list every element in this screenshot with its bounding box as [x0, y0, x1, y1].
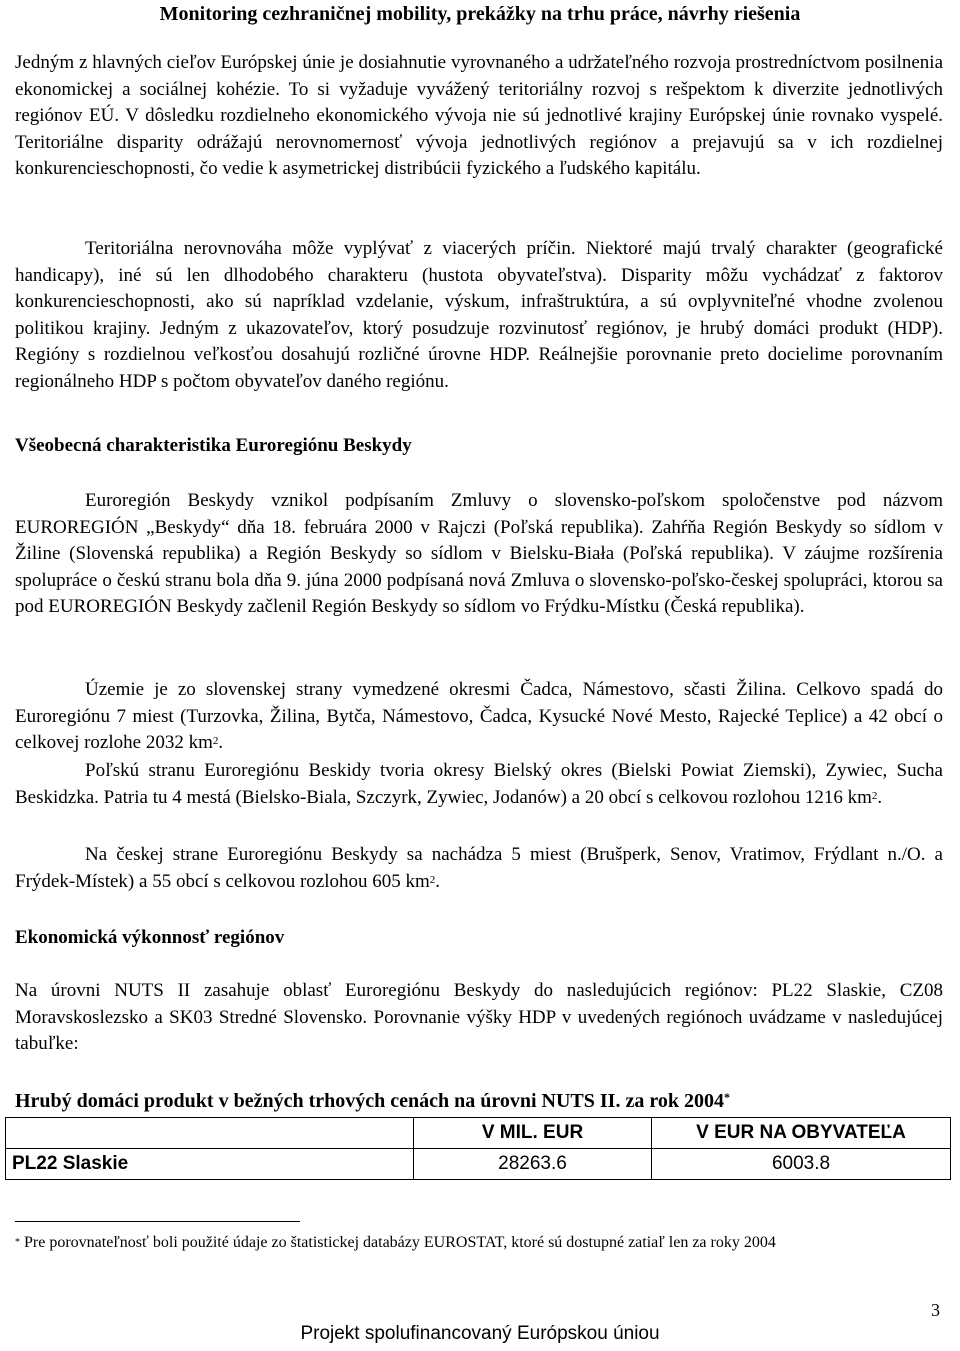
euroregion-paragraph-4 [15, 842, 943, 895]
table-title-text: Hrubý domáci produkt v bežných trhových cenách na úrovni NUTS II. za rok 2004 [15, 1090, 724, 1112]
page-footer: Projekt spolufinancovaný Európskou úniou [300, 1323, 660, 1344]
section-heading-economic: Ekonomická výkonnosť regiónov [15, 927, 285, 948]
footnote-mark: * [723, 1090, 730, 1104]
table-cell-eur-per-capita: 6003.8 [652, 1149, 951, 1180]
period: . [877, 786, 883, 808]
table-row [6, 1149, 951, 1180]
page-header-title: Monitoring cezhraničnej mobility, prekážky na trhu práce, návrhy riešenia [159, 3, 801, 25]
period: . [218, 732, 224, 754]
euroregion-paragraph-2 [15, 677, 943, 757]
section-heading-euroregion: Všeobecná charakteristika Euroregiónu Beskydy [15, 435, 412, 456]
table-cell-mil-eur: 28263.6 [414, 1149, 652, 1180]
table-header-eur-per-capita: V EUR NA OBYVATEĽA [652, 1118, 951, 1149]
euroregion-paragraph-1: Euroregión Beskydy vznikol podpísaním Zmluvy o slovensko-poľskom spoločenstve pod názvom EUROREGIÓN „Beskydy“ dňa 18. februára 2000 v Rajczi (Poľská republika). Zahŕňa Región Beskydy so sídlom v Žiline (Slovenská republika) a Región Beskydy so sídlom v Bielsku-Biała (Poľská republika). V záujme rozšírenia spolupráce o českú stranu bola dňa 9. júna 2000 podpísaná nová Zmluva o slovensko-poľsko-českej spolupráci, ktorou sa pod EUROREGIÓN Beskydy začlenil Región Beskydy so sídlom vo Frýdku-Místku (Česká republika). [15, 490, 943, 618]
table-header-empty [6, 1118, 414, 1149]
intro-paragraph-2: Teritoriálna nerovnováha môže vyplývať z viacerých príčin. Niektoré majú trvalý charakter (geografické handicapy), iné sú len dlhodobého charakteru (hustota obyvateľstva). Disparity môžu vychádzať z faktorov konkurencieschopnosti, ako sú napríklad vzdelanie, výskum, infraštruktúra, a sú ovplyvniteľné vhodne zvolenou politikou krajiny. Jedným z ukazovateľov, ktorý posudzuje rozvinutosť regiónov, je hrubý domáci produkt (HDP). Regióny s rozdielnou veľkosťou dosahujú rozličné úrovne HDP. Reálnejšie porovnanie preto docielime porovnaním regionálneho HDP s počtom obyvateľov daného regiónu. [15, 238, 943, 392]
table-header-mil-eur: V MIL. EUR [414, 1118, 652, 1149]
superscript: 2 [212, 735, 219, 748]
footnote-separator [15, 1221, 300, 1222]
footnote [15, 1232, 935, 1254]
economic-paragraph-1: Na úrovni NUTS II zasahuje oblasť Euroregiónu Beskydy do nasledujúcich regiónov: PL22 Slaskie, CZ08 Moravskoslezsko a SK03 Stredné Slovensko. Porovnanie výšky HDP v uvedených regiónoch uvádzame v nasledujúcej tabuľke: [15, 980, 943, 1055]
table-header-row [6, 1118, 951, 1149]
euroregion-paragraph-4-text: Na českej strane Euroregiónu Beskydy sa nachádza 5 miest (Brušperk, Senov, Vratimov, Frýdlant n./O. a Frýdek-Místek) a 55 obcí s celkovou rozlohou 605 km [15, 844, 943, 892]
gdp-table [5, 1117, 951, 1180]
footnote-mark: * [15, 1237, 20, 1248]
euroregion-paragraph-3 [15, 758, 943, 811]
superscript: 2 [871, 789, 878, 802]
page-number: 3 [931, 1300, 940, 1320]
table-cell-region: PL22 Slaskie [6, 1149, 414, 1180]
euroregion-paragraph-3-text: Poľskú stranu Euroregiónu Beskidy tvoria okresy Bielský okres (Bielski Powiat Ziemski), Zywiec, Sucha Beskidzka. Patria tu 4 mestá (Bielsko-Biala, Szczyrk, Zywiec, Jodanów) a 20 obcí s celkovou rozlohou 1216 km [15, 760, 943, 808]
euroregion-paragraph-2-text: Územie je zo slovenskej strany vymedzené okresmi Čadca, Námestovo, sčasti Žilina. Celkovo spadá do Euroregiónu 7 miest (Turzovka, Žilina, Bytča, Námestovo, Čadca, Kysucké Nové Mesto, Rajecké Teplice) a 42 obcí o celkovej rozlohe 2032 km [15, 679, 943, 754]
superscript: 2 [429, 873, 436, 886]
intro-paragraph-1: Jedným z hlavných cieľov Európskej únie je dosiahnutie vyrovnaného a udržateľného rozvoja prostredníctvom posilnenia ekonomickej a sociálnej kohézie. To si vyžaduje vyvážený teritoriálny rozvoj s rešpektom k diverzite jednotlivých regiónov EÚ. V dôsledku rozdielneho ekonomického vývoja nie sú jednotlivé krajiny Európskej únie rovnako vyspelé. Teritoriálne disparity odrážajú nerovnomernosť vývoja jednotlivých regiónov a prejavujú sa v ich rozdielnej konkurencieschopnosti, čo vedie k asymetrickej distribúcii fyzického a ľudského kapitálu. [15, 52, 943, 180]
table-title [15, 1088, 730, 1114]
period: . [435, 870, 441, 892]
footnote-text: Pre porovnateľnosť boli použité údaje zo štatistickej databázy EUROSTAT, ktoré sú dostupné zatiaľ len za roky 2004 [20, 1234, 776, 1251]
